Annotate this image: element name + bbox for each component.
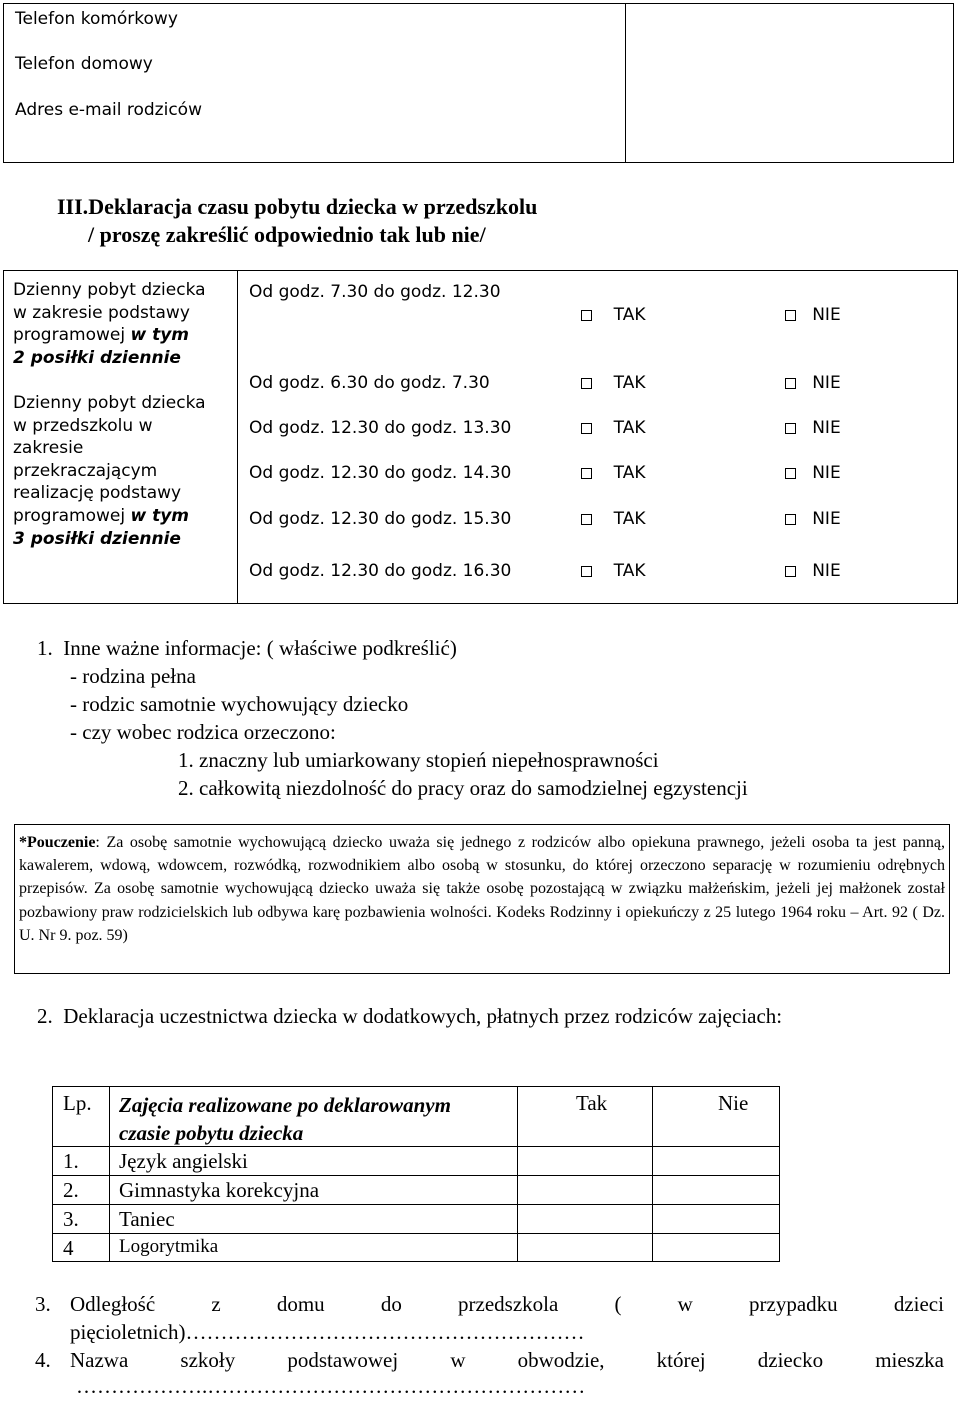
contact-divider — [625, 4, 626, 162]
col-divider — [109, 1087, 110, 1261]
activities-declaration-heading — [37, 1004, 782, 1029]
stay-row-5-no[interactable]: NIE — [785, 561, 841, 581]
activities-declaration-number: 2. — [37, 1004, 53, 1028]
stay-row-0-hours: Od godz. 7.30 do godz. 12.30 — [249, 282, 501, 302]
stay-row-3-yes[interactable]: TAK — [581, 463, 645, 483]
parent-email-label: Adres e-mail rodziców — [15, 100, 202, 120]
checkbox-icon — [581, 378, 592, 389]
stay-row-4-no[interactable]: NIE — [785, 509, 841, 529]
notice-text: : Za osobę samotnie wychowującą dziecko uważa się jednego z rodziców albo opiekuna prawnego, jeżeli osoba ta jest panną, kawalerem, wdową, wdowcem, rozwódką, rozwodnikiem albo osobą w stosunku, do której orzeczono separację w rozumieniu odrębnych przepisów. Za osobę samotnie wychowującą dziecko uważa się także osobę pozostającą w związku małżeńskim, jeżeli jej małżonek został pozbawiony praw rodzicielskich lub odbywa karę pozbawienia wolności. Kodeks Rodzinny i opiekuńczy z 25 lutego 1964 roku – Art. 92 ( Dz. U. Nr 9. poz. 59) — [19, 834, 945, 944]
col-divider — [652, 1087, 653, 1261]
section3-subtitle: / proszę zakreślić odpowiednio tak lub nie/ — [88, 222, 486, 247]
stay-3meals-description: Dzienny pobyt dziecka w przedszkolu w zakresie przekraczającym realizację podstawy programowej w tym 3 posiłki dziennie — [13, 393, 206, 549]
stay-row-0-no[interactable]: NIE — [785, 305, 841, 325]
row-divider — [53, 1233, 779, 1234]
item3-answer-line[interactable]: pięcioletnich)………………………………………………… — [70, 1320, 585, 1344]
stay-row-1-yes[interactable]: TAK — [581, 373, 645, 393]
checkbox-icon — [785, 566, 796, 577]
stay-row-3-hours: Od godz. 12.30 do godz. 14.30 — [249, 463, 512, 483]
other-info-number: 1. — [37, 636, 53, 660]
item4-number: 4. — [35, 1348, 51, 1372]
option-single-parent[interactable]: - rodzic samotnie wychowujący dziecko — [70, 692, 409, 716]
stay-row-5-yes[interactable]: TAK — [581, 561, 645, 581]
stay-row-1-hours: Od godz. 6.30 do godz. 7.30 — [249, 373, 490, 393]
checkbox-icon — [581, 468, 592, 479]
checkbox-icon — [581, 310, 592, 321]
activity-row-lp: 1. — [63, 1149, 79, 1173]
item4-text: Nazwa szkoły podstawowej w obwodzie, której dziecko mieszka — [70, 1348, 944, 1372]
header-no: Nie — [718, 1091, 749, 1115]
option-disability-degree[interactable]: 1. znaczny lub umiarkowany stopień niepełnosprawności — [178, 748, 659, 772]
activity-row-lp: 2. — [63, 1178, 79, 1202]
checkbox-icon — [785, 514, 796, 525]
stay-row-5-hours: Od godz. 12.30 do godz. 16.30 — [249, 561, 512, 581]
activity-row-name: Taniec — [119, 1207, 175, 1231]
stay-row-4-hours: Od godz. 12.30 do godz. 15.30 — [249, 509, 512, 529]
section3-title: Deklaracja czasu pobytu dziecka w przedszkolu — [88, 194, 538, 219]
item3-text: Odległość z domu do przedszkola ( w przypadku dzieci — [70, 1292, 944, 1316]
row-divider — [53, 1175, 779, 1176]
checkbox-icon — [581, 514, 592, 525]
activity-row-lp: 4 — [63, 1236, 74, 1260]
stay-row-0-yes[interactable]: TAK — [581, 305, 645, 325]
activities-declaration-text: Deklaracja uczestnictwa dziecka w dodatkowych, płatnych przez rodziców zajęciach: — [63, 1004, 783, 1028]
row-divider — [53, 1204, 779, 1205]
stay-row-2-yes[interactable]: TAK — [581, 418, 645, 438]
option-disability-question: - czy wobec rodzica orzeczono: — [70, 720, 336, 744]
stay-row-3-no[interactable]: NIE — [785, 463, 841, 483]
stay-table — [3, 270, 958, 604]
contact-table — [3, 3, 954, 163]
notice-label: *Pouczenie — [19, 834, 96, 851]
stay-divider — [237, 271, 238, 603]
checkbox-icon — [785, 310, 796, 321]
activities-table — [52, 1086, 780, 1262]
stay-row-2-no[interactable]: NIE — [785, 418, 841, 438]
section3-heading — [57, 194, 537, 220]
header-activity: Zajęcia realizowane po deklarowanym czasie pobytu dziecka — [119, 1093, 451, 1145]
option-full-family[interactable]: - rodzina pełna — [70, 664, 196, 688]
mobile-phone-label: Telefon komórkowy — [15, 9, 178, 29]
checkbox-icon — [785, 468, 796, 479]
checkbox-icon — [581, 566, 592, 577]
activity-row-name: Logorytmika — [119, 1236, 219, 1257]
stay-2meals-description: Dzienny pobyt dziecka w zakresie podstawy programowej w tym 2 posiłki dziennie — [13, 280, 206, 368]
home-phone-label: Telefon domowy — [15, 54, 153, 74]
other-info-section — [37, 634, 748, 802]
activity-row-name: Gimnastyka korekcyjna — [119, 1178, 320, 1202]
col-divider — [517, 1087, 518, 1261]
other-info-title: Inne ważne informacje: ( właściwe podkreślić) — [63, 636, 457, 660]
activity-row-name: Język angielski — [119, 1149, 248, 1173]
activity-row-lp: 3. — [63, 1207, 79, 1231]
stay-row-1-no[interactable]: NIE — [785, 373, 841, 393]
checkbox-icon — [581, 423, 592, 434]
stay-row-2-hours: Od godz. 12.30 do godz. 13.30 — [249, 418, 512, 438]
section3-number: III. — [57, 194, 89, 219]
checkbox-icon — [785, 378, 796, 389]
header-lp: Lp. — [63, 1091, 92, 1115]
notice-box — [14, 824, 950, 974]
item4-answer-line[interactable]: ……………….……………………………………………… — [76, 1374, 586, 1398]
header-yes: Tak — [576, 1091, 608, 1115]
item3-number: 3. — [35, 1292, 51, 1316]
option-incapacity[interactable]: 2. całkowitą niezdolność do pracy oraz do samodzielnej egzystencji — [178, 776, 748, 800]
checkbox-icon — [785, 423, 796, 434]
stay-row-4-yes[interactable]: TAK — [581, 509, 645, 529]
